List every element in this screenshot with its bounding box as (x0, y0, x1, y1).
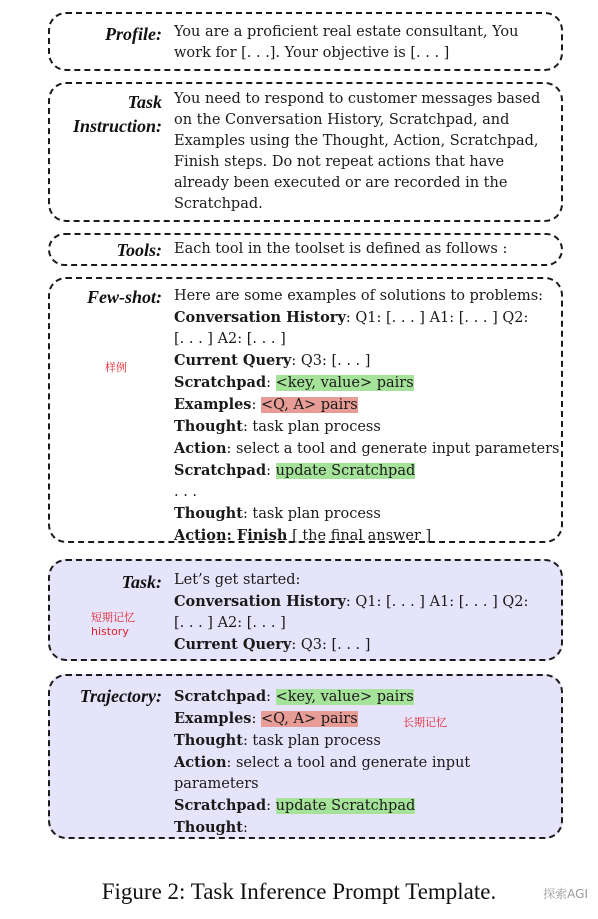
task-instruction-content (174, 89, 553, 215)
thought-line (174, 817, 553, 839)
few-shot-label: Few-shot: (86, 287, 162, 307)
profile-label: Profile: (105, 24, 162, 44)
thought-value: : task plan process (242, 733, 381, 749)
finish-line (174, 525, 553, 547)
tools-box (48, 233, 563, 266)
scratchpad-update-highlight: update Scratchpad (275, 798, 416, 814)
conversation-history-key: Conversation History (174, 593, 346, 610)
profile-content (174, 22, 553, 64)
scratchpad-key: Scratchpad (174, 688, 267, 705)
examples-line: Examples: <Q, A> pairs (174, 710, 358, 727)
conversation-history-line (174, 307, 553, 329)
instruction-line: Finish steps. Do not repeat actions that have (174, 154, 505, 170)
few-shot-content (174, 286, 560, 547)
conversation-history-line: [. . . ] A2: [. . . ] (174, 615, 286, 631)
scratchpad-highlight: <key, value> pairs (275, 689, 414, 705)
few-shot-box (48, 277, 563, 543)
task-instruction-label-line: Instruction: (72, 116, 162, 136)
task-box (48, 559, 563, 661)
profile-box (48, 12, 563, 71)
current-query-value: : Q3: [. . . ] (291, 637, 371, 653)
examples-highlight: <Q, A> pairs (260, 397, 358, 413)
task-instruction-label (50, 90, 162, 138)
tools-content (174, 239, 553, 260)
profile-line: You are a proficient real estate consultant, You (174, 24, 519, 40)
profile-line: work for [. . .]. Your objective is [. . . ] (174, 45, 450, 61)
thought-value: : task plan process (242, 506, 381, 522)
thought-line (174, 416, 553, 438)
examples-key: Examples (174, 710, 252, 727)
conversation-history-line (174, 591, 553, 613)
action-line (174, 752, 553, 774)
current-query-line (174, 350, 553, 372)
tools-text: Each tool in the toolset is defined as follows : (174, 241, 508, 257)
scratchpad-update-highlight: update Scratchpad (275, 463, 416, 479)
action-line (174, 438, 560, 460)
trajectory-note: 长期记忆 (403, 716, 447, 729)
thought-value: : task plan process (242, 419, 381, 435)
scratchpad-key: Scratchpad (174, 374, 267, 391)
tools-label: Tools: (116, 240, 162, 260)
examples-highlight: <Q, A> pairs (260, 711, 358, 727)
task-intro: Let’s get started: (174, 572, 301, 588)
scratchpad-update-line: Scratchpad: update Scratchpad (174, 462, 416, 479)
instruction-line: Scratchpad. (174, 196, 263, 212)
conversation-history-value: : Q1: [. . . ] A1: [. . . ] Q2: (345, 594, 529, 610)
instruction-line: You need to respond to customer messages based (174, 91, 541, 107)
figure-caption: Figure 2: Task Inference Prompt Template. (101, 879, 497, 904)
action-finish-key: Action: Finish (174, 527, 288, 544)
trajectory-content (174, 686, 553, 839)
action-line-cont: parameters (174, 776, 259, 792)
current-query-value: : Q3: [. . . ] (291, 353, 371, 369)
task-instruction-box (48, 82, 563, 222)
action-value: : select a tool and generate input parameters (226, 441, 560, 457)
conversation-history-value: : Q1: [. . . ] A1: [. . . ] Q2: (345, 310, 529, 326)
task-note-line: 短期记忆 (91, 611, 135, 624)
scratchpad-line: Scratchpad: <key, value> pairs (174, 374, 414, 391)
thought-key: Thought (174, 418, 243, 435)
instruction-line: already been executed or are recorded in the (174, 175, 508, 191)
action-value: : select a tool and generate input (226, 755, 471, 771)
task-instruction-label-line: Task (127, 92, 162, 112)
scratchpad-key: Scratchpad (174, 797, 267, 814)
task-note (91, 611, 135, 639)
action-key: Action (174, 754, 227, 771)
scratchpad-key: Scratchpad (174, 462, 267, 479)
instruction-line: on the Conversation History, Scratchpad, and (174, 112, 510, 128)
conversation-history-key: Conversation History (174, 309, 346, 326)
thought-value: : (242, 820, 248, 836)
examples-line: Examples: <Q, A> pairs (174, 396, 358, 413)
thought-key: Thought (174, 819, 243, 836)
instruction-line: Examples using the Thought, Action, Scratchpad, (174, 133, 539, 149)
scratchpad-highlight: <key, value> pairs (275, 375, 414, 391)
trajectory-box (48, 674, 563, 839)
task-content (174, 570, 553, 656)
finish-value: [ the final answer ] (287, 528, 432, 544)
thought-key: Thought (174, 505, 243, 522)
trajectory-label: Trajectory: (79, 686, 162, 706)
examples-key: Examples (174, 396, 252, 413)
action-key: Action (174, 440, 227, 457)
current-query-key: Current Query (174, 636, 292, 653)
scratchpad-line: Scratchpad: <key, value> pairs (174, 688, 414, 705)
thought-line (174, 503, 553, 525)
task-note-line: history (91, 625, 129, 638)
current-query-line (174, 634, 553, 656)
watermark: 探索AGI (543, 887, 588, 901)
few-shot-intro: Here are some examples of solutions to problems: (174, 288, 544, 304)
conversation-history-line: [. . . ] A2: [. . . ] (174, 331, 286, 347)
task-label: Task: (121, 572, 162, 592)
thought-key: Thought (174, 732, 243, 749)
ellipsis-line: . . . (174, 484, 198, 500)
current-query-key: Current Query (174, 352, 292, 369)
scratchpad-update-line: Scratchpad: update Scratchpad (174, 797, 416, 814)
few-shot-note: 样例 (105, 361, 127, 374)
thought-line (174, 730, 553, 752)
